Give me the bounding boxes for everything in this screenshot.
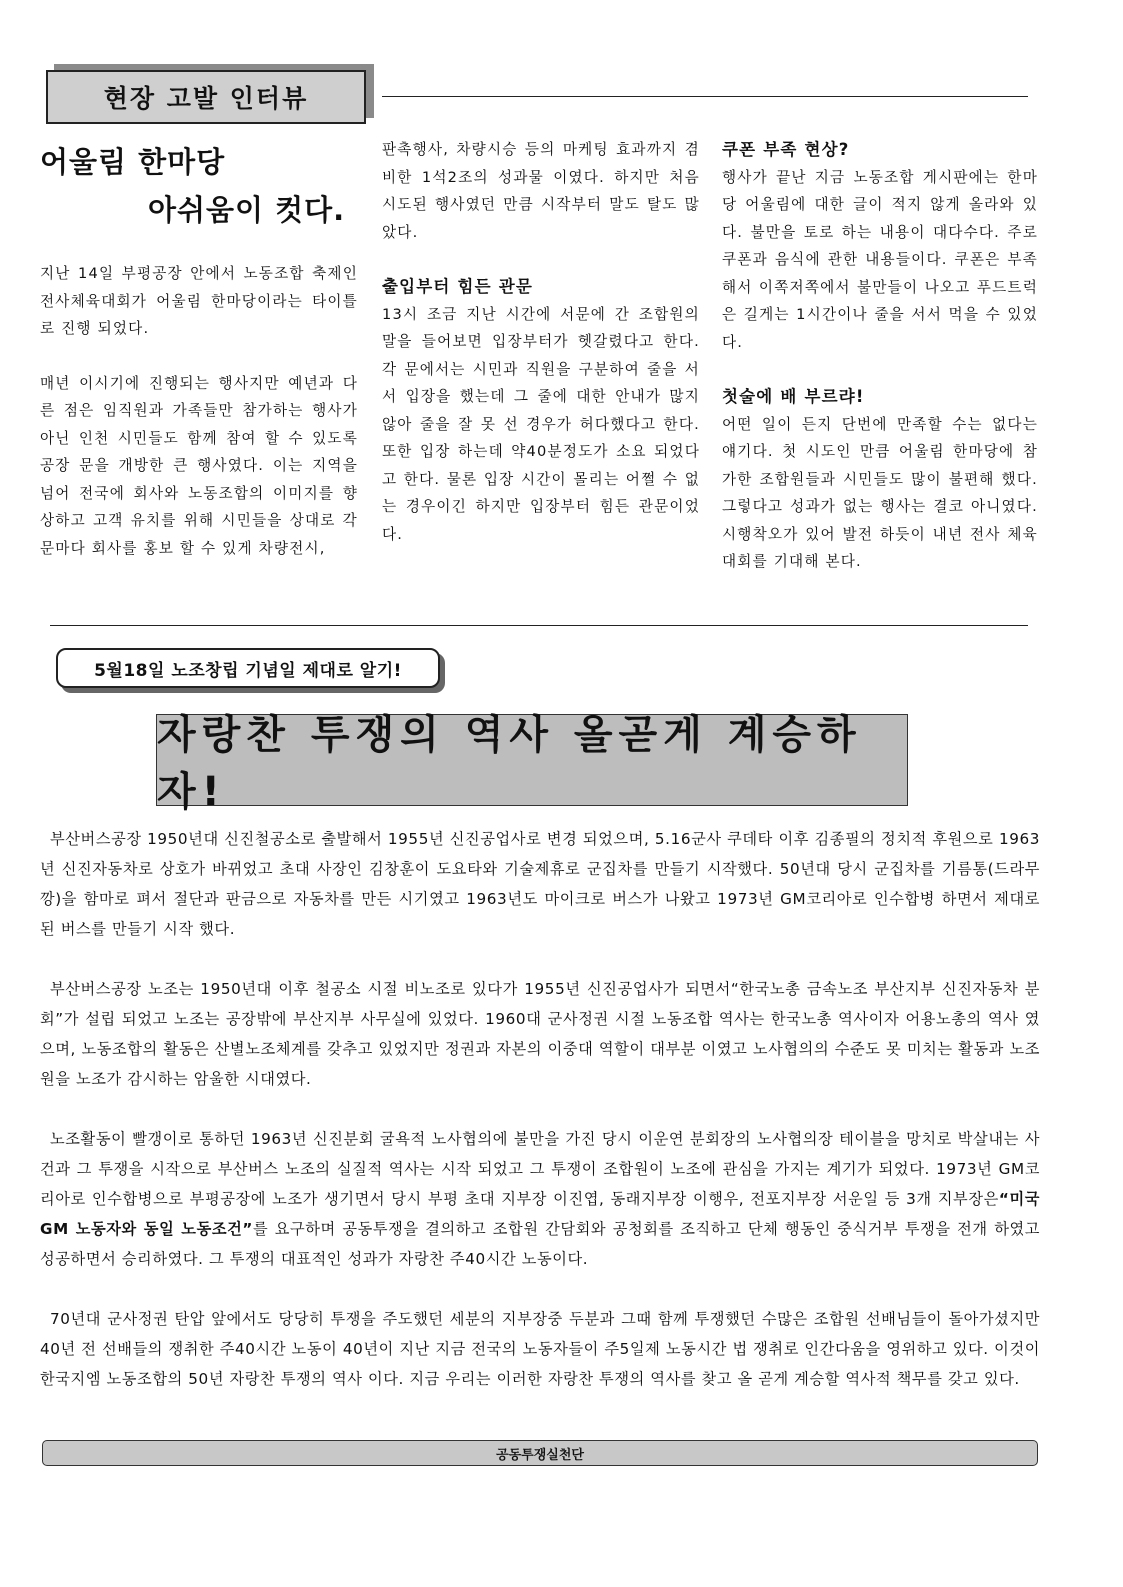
paragraph: 판촉행사, 차량시승 등의 마케팅 효과까지 겸비한 1석2조의 성과물 이였다. 하지만 처음 시도된 행사였던 만큼 시작부터 말도 탈도 많았다. [382,141,700,241]
section-header [46,70,366,124]
text-run: 노조활동이 빨갱이로 통하던 1963년 신진분회 굴욕적 노사협의에 불만을 가진 당시 이운연 분회장의 노사협의장 테이블을 망치로 박살내는 사건과 그 투쟁을 시작으로 부산버스 노조의 실질적 역사는 시작 되었고 그 투쟁이 조합원이 노조에 관심을 가지는 계기가 되었다. 1973년 GM코리아로 인수합병으로 부평공장에 노조가 생기면서 당시 부평 초대 지부장 이진엽, 동래지부장 이행우, 전포지부장 서운일 등 3개 지부장은 [40,1130,1040,1208]
pill-title-text: 5월18일 노조창립 기념일 제대로 알기! [94,660,402,681]
subheading: 출입부터 힘든 관문 [382,277,534,296]
subheading: 쿠폰 부족 현상? [722,140,850,159]
text-run: 를 요구하며 공동투쟁을 결의하고 조합원 간담회와 공청회를 조직하고 단체 행동인 중식거부 투쟁을 전개 하였고 성공하면서 승리하였다. 그 투쟁의 대표적인 성과가 자랑찬 주40시간 노동이다. [40,1220,1041,1268]
footer-label: 공동투쟁실천단 [496,1447,584,1463]
paragraph: 70년대 군사정권 탄압 앞에서도 당당히 투쟁을 주도했던 세분의 지부장중 두분과 그때 함께 투쟁했던 수많은 조합원 선배님들이 돌아가셨지만 40년 전 선배들의 쟁취한 주40시간 노동이 40년이 지난 지금 전국의 노동자들이 주5일제 노동시간 법 쟁취로 인간다움을 영위하고 있다. 이것이 한국지엠 노동조합의 50년 자랑찬 투쟁의 역사 이다. 지금 우리는 이러한 자랑찬 투쟁의 역사를 찾고 올 곧게 계승할 역사적 책무를 갖고 있다. [40,1310,1040,1388]
paragraph: 어떤 일이 든지 단번에 만족할 수는 없다는 얘기다. 첫 시도인 만큼 어울림 한마당에 참가한 조합원들과 시민들도 많이 불편해 했다. 그렇다고 성과가 없는 행사는 결코 아니였다. 시행착오가 있어 발전 하듯이 내년 전사 체육대회를 기대해 본다. [722,415,1038,570]
paragraph: 13시 조금 지난 시간에 서문에 간 조합원의 말을 들어보면 입장부터가 헷갈렸다고 한다. 각 문에서는 시민과 직원을 구분하여 줄을 서서 입장을 했는데 그 줄에 대한 안내가 많지 않아 줄을 잘 못 선 경우가 허다했다고 한다. 또한 입장 하는데 약40분정도가 소요 되었다고 한다. 물론 입장 시간이 몰리는 어쩔 수 없는 경우이긴 하지만 입장부터 힘든 관문이었다. [382,305,700,543]
banner-headline [156,712,908,815]
footer-bar [42,1440,1038,1466]
article-column-2 [382,136,700,548]
article-body [40,824,1040,1424]
article-column-1 [40,260,358,562]
bold-quote: “미국 GM 노동자와 동일 노동조건” [40,1190,1040,1238]
section-pill-title [56,648,440,688]
paragraph: 행사가 끝난 지금 노동조합 게시판에는 한마당 어울림에 대한 글이 적지 않게 올라와 있다. 불만을 토로 하는 내용이 대다수다. 주로 쿠폰과 음식에 관한 내용들이다. 쿠폰은 부족해서 이쪽저쪽에서 불만들이 나오고 푸드트럭은 길게는 1시간이나 줄을 서서 먹을 수 있었다. [722,168,1038,351]
section-title: 현장 고발 인터뷰 [103,84,309,113]
paragraph: 지난 14일 부평공장 안에서 노동조합 축제인 전사체육대회가 어울림 한마당이라는 타이틀로 진행 되었다. [40,265,358,337]
header-rule [382,96,1028,97]
paragraph: 부산버스공장 1950년대 신진철공소로 출발해서 1955년 신진공업사로 변경 되었으며, 5.16군사 쿠데타 이후 김종필의 정치적 후원으로 1963년 신진자동차로 상호가 바뀌었고 초대 사장인 김창훈이 도요타와 기술제휴로 군집차를 만들기 시작했다. 50년대 당시 군집차를 기름통(드라무깡)을 함마로 펴서 절단과 판금으로 자동차를 만든 시기였고 1963년도 마이크로 버스가 나왔고 1973년 GM코리아로 인수합병 하면서 제대로 된 버스를 만들기 시작 했다. [40,830,1040,938]
article-column-3 [722,136,1038,576]
article-headline-line2: 아쉬움이 컷다. [148,193,346,227]
article-headline-line1: 어울림 한마당 [40,145,226,179]
banner-title-text: 자랑찬 투쟁의 역사 올곧게 계승하자! [157,712,862,815]
section-divider [50,625,1028,626]
paragraph [40,1124,1040,1274]
paragraph: 매년 이시기에 진행되는 행사지만 예년과 다른 점은 임직원과 가족들만 참가하는 행사가 아닌 인천 시민들도 함께 참여 할 수 있도록 공장 문을 개방한 큰 행사였다. 이는 지역을 넘어 전국에 회사와 노동조합의 이미지를 향상하고 고객 유치를 위해 시민들을 상대로 각 문마다 회사를 홍보 할 수 있게 차량전시, [40,374,358,557]
paragraph: 부산버스공장 노조는 1950년대 이후 철공소 시절 비노조로 있다가 1955년 신진공업사가 되면서“한국노총 금속노조 부산지부 신진자동차 분회”가 설립 되었고 노조는 공장밖에 부산지부 사무실에 있었다. 1960대 군사정권 시절 노동조합 역사는 한국노총 역사이자 어용노총의 역사 였으며, 노동조합의 활동은 산별노조체계를 갖추고 있었지만 정권과 자본의 이중대 역할이 대부분 이였고 노사협의의 수준도 못 미치는 활동과 노조원을 노조가 감시하는 암울한 시대였다. [40,980,1040,1088]
subheading: 첫술에 배 부르랴! [722,387,865,406]
